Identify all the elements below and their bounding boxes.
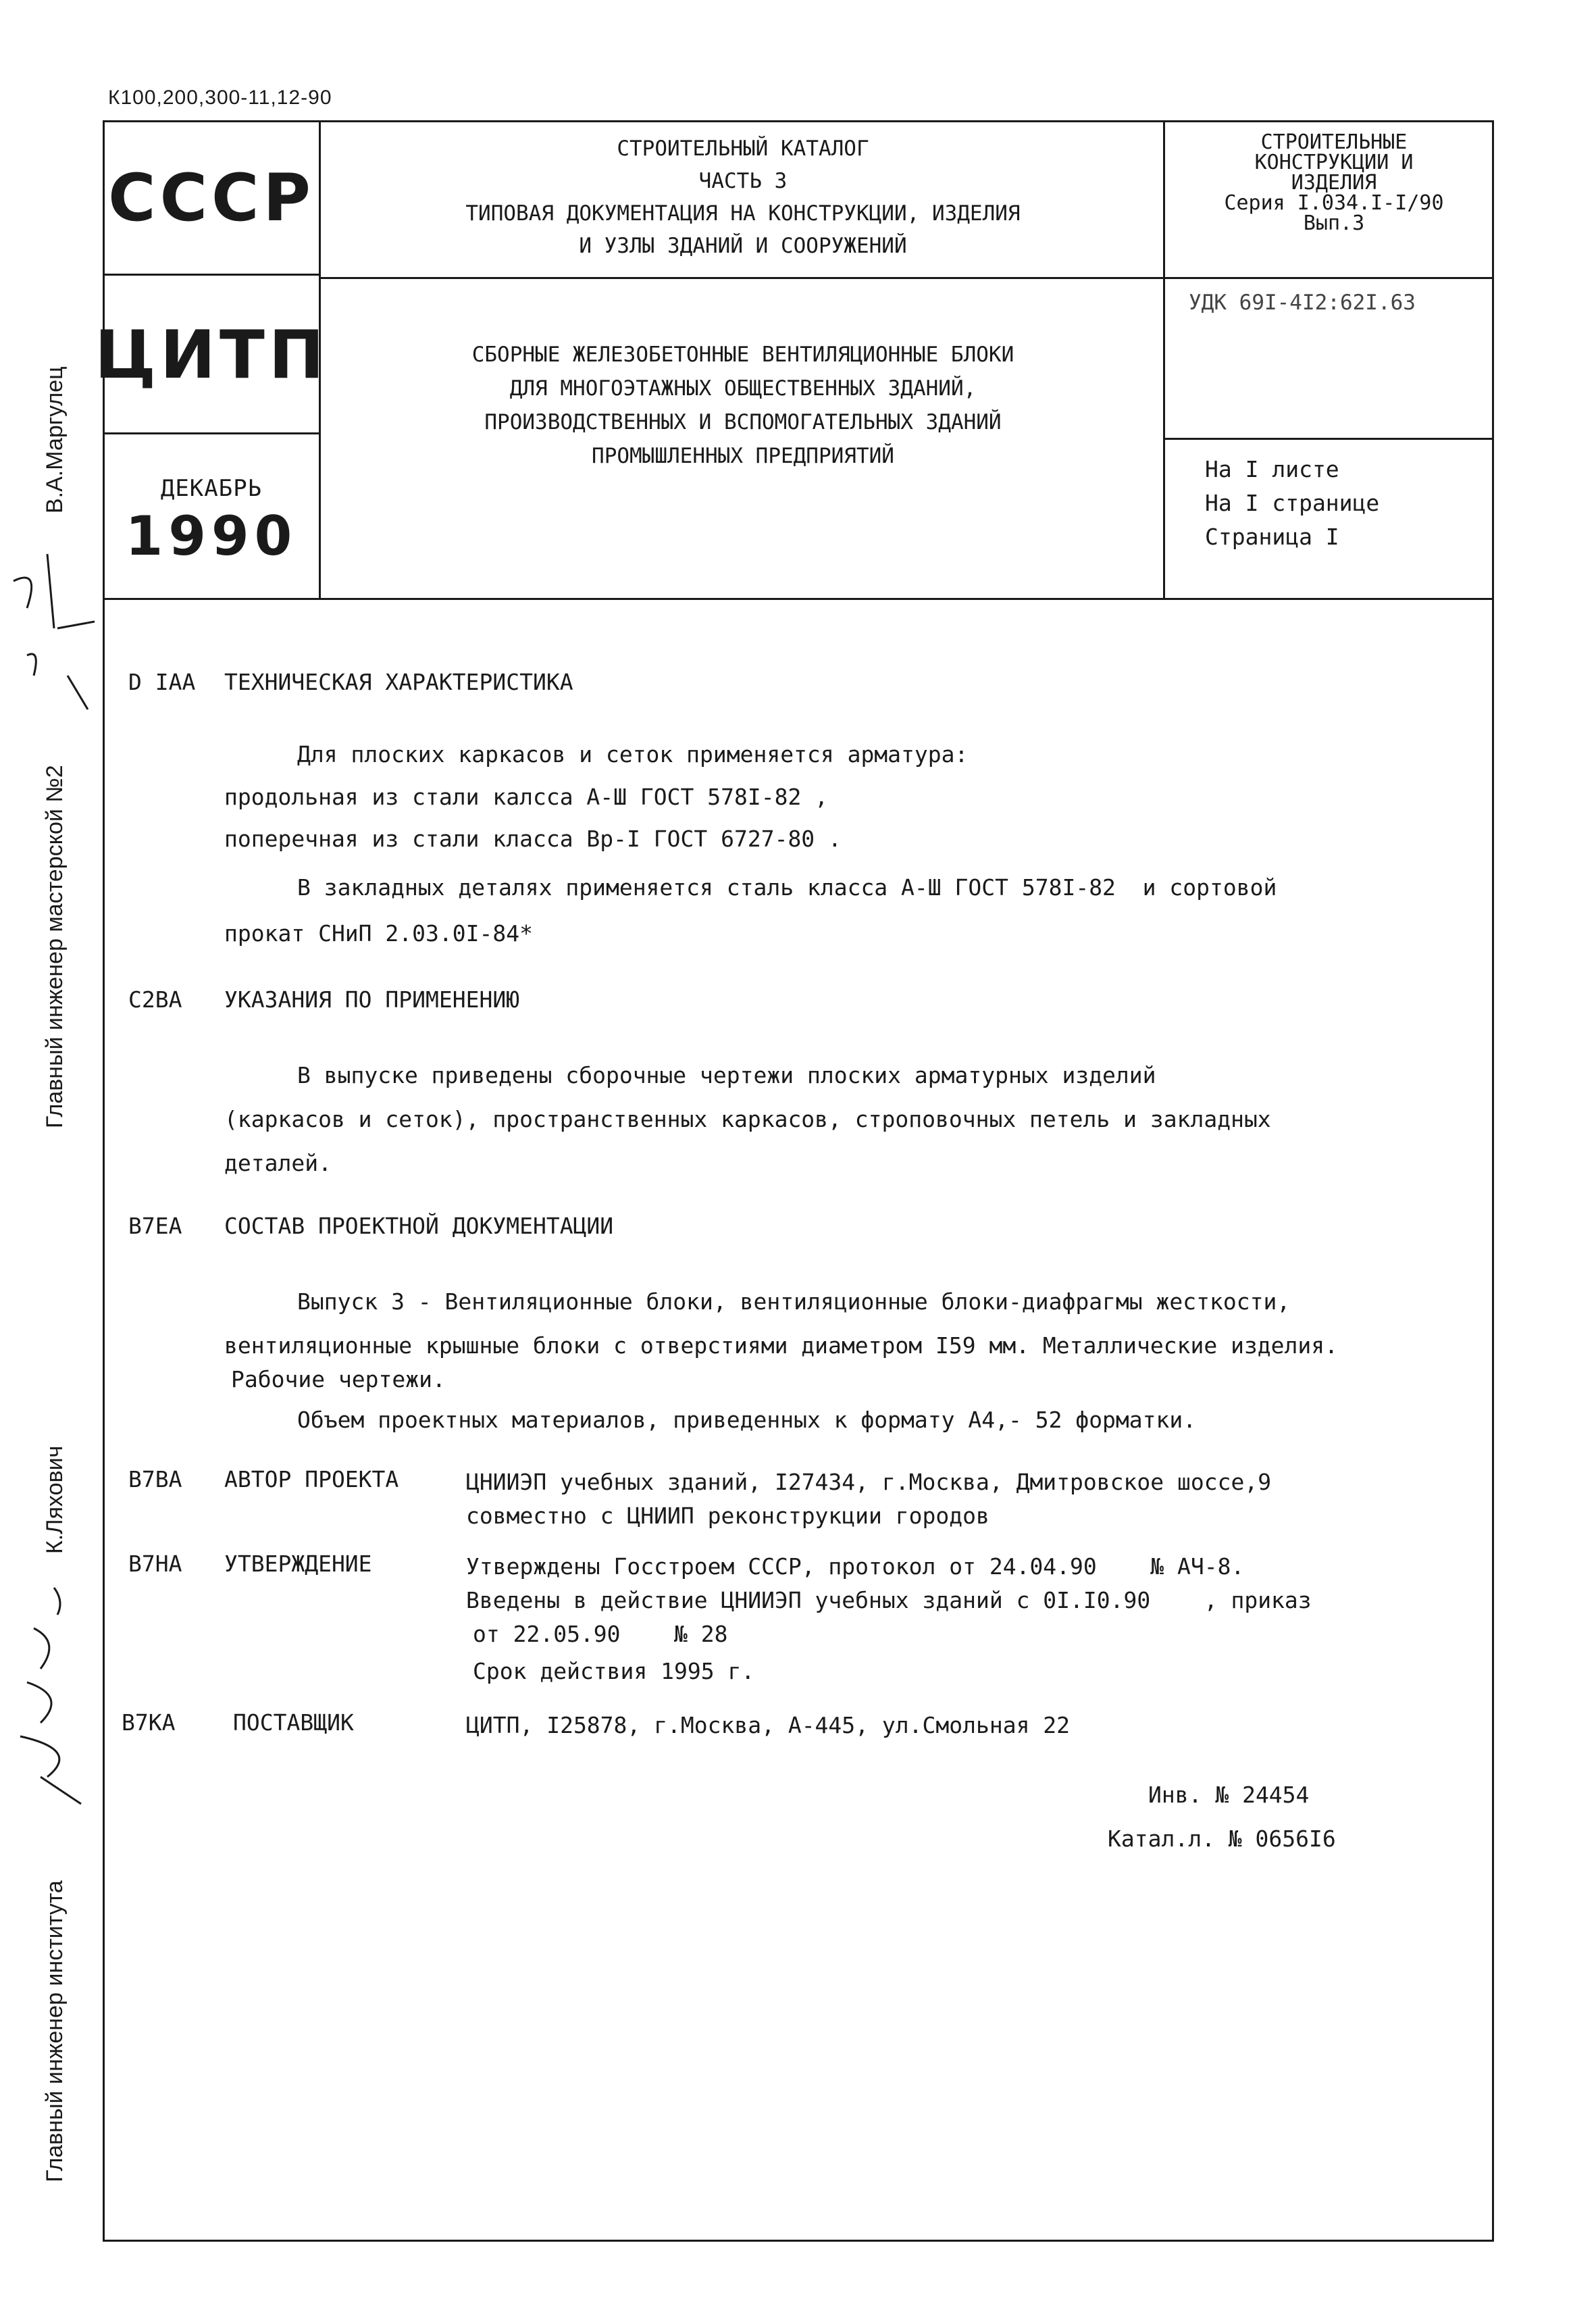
text-line: поперечная из стали класса Вр-I ГОСТ 6727-80 .: [224, 826, 842, 852]
sheet-count: На I листе: [1205, 456, 1339, 482]
divider: [103, 598, 1494, 600]
page-total: На I странице: [1205, 490, 1380, 516]
section-code: C2BA: [128, 986, 182, 1013]
issue-number: Вып.3: [1303, 211, 1365, 235]
issue-year: 1990: [125, 505, 298, 568]
signatory-lyakhovich: К.Ляхович: [42, 1445, 68, 1554]
section-code: B7BA: [128, 1466, 182, 1492]
issue-date: [103, 434, 320, 597]
text-line: (каркасов и сеток), пространственных каркасов, строповочных петель и закладных: [224, 1106, 1271, 1132]
header-line: ТИПОВАЯ ДОКУМЕНТАЦИЯ НА КОНСТРУКЦИИ, ИЗДЕЛИЯ: [465, 201, 1021, 226]
title-line: СБОРНЫЕ ЖЕЛЕЗОБЕТОННЫЕ ВЕНТИЛЯЦИОННЫЕ БЛОКИ: [471, 343, 1014, 367]
header-line: СТРОИТЕЛЬНЫЙ КАТАЛОГ: [617, 136, 869, 161]
signatory-margulets: В.А.Маргулец: [42, 366, 68, 513]
handwritten-signature: [0, 1574, 101, 1811]
section-title: АВТОР ПРОЕКТА: [224, 1466, 399, 1492]
series-number: Серия I.034.I-I/90: [1224, 191, 1444, 215]
text-line: продольная из стали калсса А-Ш ГОСТ 578I-82 ,: [224, 784, 829, 810]
divider: [319, 277, 1494, 279]
title-line: ПРОМЫШЛЕННЫХ ПРЕДПРИЯТИЙ: [592, 444, 894, 468]
title-line: ДЛЯ МНОГОЭТАЖНЫХ ОБЩЕСТВЕННЫХ ЗДАНИЙ,: [509, 376, 977, 401]
text-line: совместно с ЦНИИП реконструкции городов: [466, 1503, 989, 1529]
text-line: Объем проектных материалов, приведенных к формату А4,- 52 форматки.: [297, 1407, 1197, 1433]
signatory-title-workshop: Главный инженер мастерской №2: [42, 765, 68, 1128]
text-line: от 22.05.90 № 28: [473, 1621, 728, 1647]
text-line: ЦИТП, I25878, г.Москва, А-445, ул.Смольная 22: [466, 1712, 1071, 1738]
series-line: КОНСТРУКЦИИ И: [1254, 151, 1414, 174]
section-title: УТВЕРЖДЕНИЕ: [224, 1551, 372, 1577]
inventory-number: Инв. № 24454: [1148, 1782, 1310, 1808]
signatory-title-institute: Главный инженер института: [42, 1880, 68, 2182]
section-code: D IAA: [128, 669, 196, 695]
divider: [1163, 120, 1165, 600]
text-line: деталей.: [224, 1150, 332, 1176]
section-code: B7KA: [122, 1709, 176, 1736]
series-line: СТРОИТЕЛЬНЫЕ: [1260, 130, 1408, 154]
catalog-header: [324, 132, 1162, 262]
org-mark: ЦИТП: [95, 316, 328, 394]
text-line: Рабочие чертежи.: [231, 1366, 446, 1392]
handwritten-signature: [0, 527, 101, 730]
section-title: УКАЗАНИЯ ПО ПРИМЕНЕНИЮ: [224, 986, 520, 1013]
text-line: вентиляционные крышные блоки с отверстиями диаметром I59 мм. Металлические изделия.: [224, 1332, 1339, 1359]
document-title: [324, 338, 1162, 473]
page-number: Страница I: [1205, 524, 1339, 550]
issue-month: ДЕКАБРЬ: [160, 475, 263, 502]
text-line: Выпуск 3 - Вентиляционные блоки, вентиляционные блоки-диафрагмы жесткости,: [297, 1288, 1291, 1315]
header-line: ЧАСТЬ 3: [698, 169, 788, 193]
title-line: ПРОИЗВОДСТВЕННЫХ И ВСПОМОГАТЕЛЬНЫХ ЗДАНИЙ: [484, 410, 1002, 434]
section-title: ТЕХНИЧЕСКАЯ ХАРАКТЕРИСТИКА: [224, 669, 573, 695]
country-mark: СССР: [108, 160, 315, 236]
header-line: И УЗЛЫ ЗДАНИЙ И СООРУЖЕНИЙ: [579, 234, 907, 258]
text-line: прокат СНиП 2.03.0I-84*: [224, 920, 533, 947]
section-code: B7HA: [128, 1551, 182, 1577]
udk-code: УДК 69I-4I2:62I.63: [1189, 291, 1416, 315]
catalog-code: К100,200,300-11,12-90: [108, 86, 332, 109]
section-code: B7EA: [128, 1213, 182, 1239]
text-line: Утверждены Госстроем СССР, протокол от 24.04.90 № АЧ-8.: [466, 1553, 1245, 1580]
text-line: В закладных деталях применяется сталь класса А-Ш ГОСТ 578I-82 и сортовой: [297, 874, 1277, 901]
catalog-sheet-number: Катал.л. № 0656I6: [1108, 1826, 1336, 1852]
series-line: ИЗДЕЛИЯ: [1291, 171, 1377, 195]
text-line: Срок действия 1995 г.: [473, 1658, 755, 1684]
text-line: Введены в действие ЦНИИЭП учебных зданий с 0I.I0.90 , приказ: [466, 1587, 1312, 1613]
text-line: Для плоских каркасов и сеток применяется арматура:: [297, 741, 969, 768]
text-line: ЦНИИЭП учебных зданий, I27434, г.Москва, Дмитровское шоссе,9: [466, 1469, 1272, 1495]
section-title: ПОСТАВЩИК: [233, 1709, 354, 1736]
section-title: СОСТАВ ПРОЕКТНОЙ ДОКУМЕНТАЦИИ: [224, 1213, 614, 1239]
text-line: В выпуске приведены сборочные чертежи плоских арматурных изделий: [297, 1062, 1156, 1088]
page-count: [1205, 453, 1379, 554]
series-block: [1175, 132, 1493, 234]
divider: [1163, 438, 1494, 440]
